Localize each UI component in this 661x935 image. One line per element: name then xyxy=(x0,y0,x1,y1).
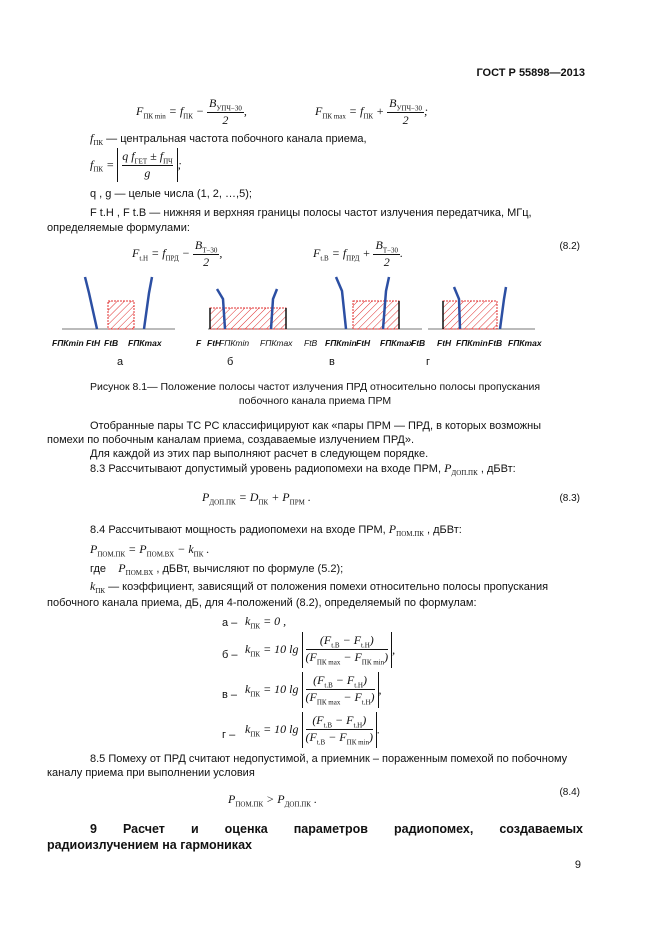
figure-panel-a xyxy=(62,277,175,329)
formula-ftv: $F_{t.В} = f_{ПРД}$ + $B_{Т-30}$ 2 . xyxy=(313,238,404,270)
formula-8-3: $P_{ДОП.ПК} = D_{ПК} + P_{ПРМ}$ . xyxy=(202,490,311,507)
def-kpk-line1: $k_{ПК}$ — коэффициент, зависящий от положения помехи относительно полосы пропускания xyxy=(90,579,549,596)
def-fpk-center: $f_{ПК}$ — центральная частота побочного канала приема, xyxy=(90,131,367,148)
para-8-5-line2: каналу приема при выполнении условия xyxy=(47,767,255,779)
formula-8-4: $P_{ПОМ.ПК} > P_{ДОП.ПК}$ . xyxy=(228,792,317,809)
formula-fpk-max: $F_{ПК max} = f_{ПК}$ + $B_{УПЧ-30}$ 2 ; xyxy=(315,96,429,128)
para-8-5-line1: 8.5 Помеху от ПРД считают недопустимой, а приемник – пораженным помехой по побочному xyxy=(90,753,568,765)
panel-d-label-fpkmax: FПКmax xyxy=(508,338,542,348)
panel-d-label-ftv: FtВ xyxy=(488,338,503,348)
panel-c-label-fpkmin: FПКmin xyxy=(325,338,357,348)
equation-number-8-2: (8.2) xyxy=(559,241,580,252)
k-formula-a-label: а – xyxy=(222,617,238,629)
section-9-heading-line1: 9 Расчет и оценка параметров радиопомех, создаваемых xyxy=(90,822,583,836)
k-formula-d-label: г – xyxy=(222,729,236,741)
para-pairs-line2: помехи по побочным каналам приема, создаваемые излучением ПРД». xyxy=(47,434,415,446)
panel-a-label-fpkmin: FПКmin xyxy=(52,338,84,348)
k-formula-c: $k_{ПК} = 10$ lg $(F_{t.В} - F_{t.Н})$ $(F_{ПК max} - F_{t.Н})$ , xyxy=(245,673,382,707)
k-formula-b: $k_{ПК} = 10$ lg $(F_{t.В} - F_{t.Н})$ $(F_{ПК max} - F_{ПК min})$ , xyxy=(245,633,396,667)
panel-d-label-ftn: FtН xyxy=(437,338,452,348)
def-ft-bounds: F t.Н , F t.В — нижняя и верхняя границы полосы частот излучения передатчика, МГц, xyxy=(90,207,532,219)
formula-ppom: $P_{ПОМ.ПК} = P_{ПОМ.ВХ} - k_{ПК}$ . xyxy=(90,542,210,559)
panel-a-label-ftv: FtВ xyxy=(104,338,119,348)
section-9-heading-line2: радиоизлучением на гармониках xyxy=(47,838,252,852)
para-8-4: 8.4 Рассчитывают мощность радиопомехи на входе ПРМ, $P_{ПОМ.ПК}$ , дБВт: xyxy=(90,522,462,539)
panel-b-letter: б xyxy=(227,356,234,368)
figure-panel-c xyxy=(313,277,422,329)
def-kpk-line2: побочного канала приема, дБ, для 4-положений (8.2), определяемый по формулам: xyxy=(47,597,477,609)
where-ppom-vx: где $P_{ПОМ.ВХ}$ , дБВт, вычисляют по формуле (5.2); xyxy=(90,561,344,578)
formula-fpk-min: $F_{ПК min} = f_{ПК}$ − $B_{УПЧ-30}$ 2 , xyxy=(136,96,247,128)
panel-b-label-fpkmax: FПКmax xyxy=(260,338,293,348)
panel-a-letter: а xyxy=(117,356,124,368)
para-pairs-line1: Отобранные пары ТС РС классифицируют как «пары ПРМ — ПРД, в которых возможны xyxy=(90,420,542,432)
formula-fpk: $f_{ПК}$ = q $f_{ГЕТ} \pm f_{ПЧ}$ g ; xyxy=(90,149,182,181)
equation-number-8-3: (8.3) xyxy=(559,493,580,504)
panel-d-label-fpkmin: FПКmin xyxy=(456,338,488,348)
k-formula-b-label: б – xyxy=(222,649,238,661)
document-standard-header: ГОСТ Р 55898—2013 xyxy=(476,67,585,79)
panel-d-letter: г xyxy=(426,356,431,368)
figure-panel-d xyxy=(428,287,535,329)
def-qg: q , g — целые числа (1, 2, …,5); xyxy=(90,188,252,200)
figure-panel-b xyxy=(208,289,316,329)
panel-c-letter: в xyxy=(329,356,335,368)
panel-b-label-fpkmin: FПКmin xyxy=(219,338,250,348)
panel-a-label-ftn: FtН xyxy=(86,338,101,348)
para-8-3: 8.3 Рассчитывают допустимый уровень радиопомехи на входе ПРМ, $P_{ДОП.ПК}$ , дБВт: xyxy=(90,461,516,478)
k-formula-d: $k_{ПК} = 10$ lg $(F_{t.В} - F_{t.Н})$ $(F_{t.В} - F_{ПК min})$ . xyxy=(245,713,381,747)
panel-c-label-ftv: FtВ xyxy=(411,338,426,348)
panel-c-label-fpkmax: FПКmax xyxy=(380,338,414,348)
panel-a-label-fpkmax: FПКmax xyxy=(128,338,162,348)
page-number: 9 xyxy=(574,859,581,871)
equation-number-8-4: (8.4) xyxy=(559,787,580,798)
panel-b-label-ftn: FtН xyxy=(207,338,222,348)
def-ft-bounds-cont: определяемые формулами: xyxy=(47,222,190,234)
para-pairs-line3: Для каждой из этих пар выполняют расчет в следующем порядке. xyxy=(90,448,429,460)
figure-caption: Рисунок 8.1— Положение полосы частот излучения ПРД относительно полосы пропускания побочного канала приема ПРМ xyxy=(89,381,541,407)
panel-b-label-f: F xyxy=(196,338,202,348)
k-formula-a: $k_{ПК} = 0$ , xyxy=(245,614,287,631)
panel-c-label-ftn: FtН xyxy=(356,338,371,348)
k-formula-c-label: в – xyxy=(222,689,238,701)
formula-ftn: $F_{t.Н} = f_{ПРД}$ − $B_{Т-30}$ 2 , xyxy=(132,238,223,270)
panel-b-label-ftv: FtВ xyxy=(304,338,318,348)
